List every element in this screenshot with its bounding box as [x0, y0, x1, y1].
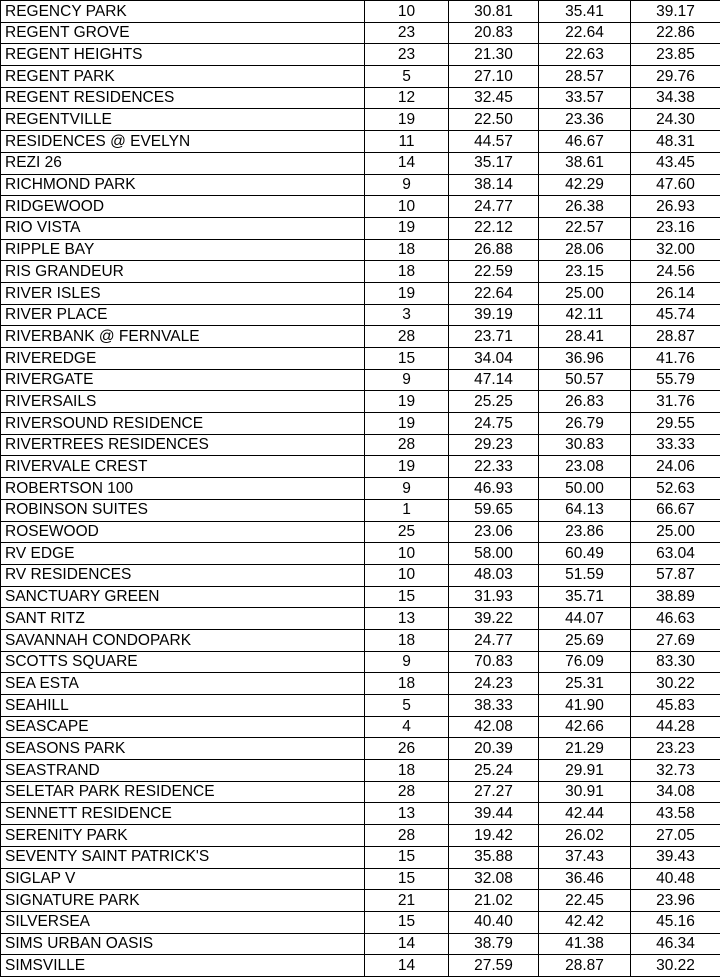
district-cell: 28	[365, 825, 449, 847]
table-row	[1, 196, 720, 218]
table-row	[1, 478, 720, 500]
value-1-cell: 21.30	[449, 44, 539, 66]
project-name-cell: REGENT PARK	[1, 66, 365, 88]
district-cell: 18	[365, 760, 449, 782]
value-1-cell: 46.93	[449, 478, 539, 500]
project-name-cell: SCOTTS SQUARE	[1, 651, 365, 673]
value-2-cell: 22.57	[539, 217, 631, 239]
district-cell: 5	[365, 695, 449, 717]
district-cell: 15	[365, 586, 449, 608]
value-2-cell: 36.96	[539, 348, 631, 370]
table-row	[1, 326, 720, 348]
value-2-cell: 26.38	[539, 196, 631, 218]
value-3-cell: 63.04	[631, 543, 720, 565]
value-1-cell: 38.79	[449, 933, 539, 955]
value-3-cell: 26.93	[631, 196, 720, 218]
district-cell: 4	[365, 716, 449, 738]
project-name-cell: SERENITY PARK	[1, 825, 365, 847]
value-3-cell: 48.31	[631, 131, 720, 153]
value-3-cell: 24.30	[631, 109, 720, 131]
project-name-cell: RESIDENCES @ EVELYN	[1, 131, 365, 153]
value-1-cell: 48.03	[449, 564, 539, 586]
project-name-cell: SANT RITZ	[1, 608, 365, 630]
table-row	[1, 738, 720, 760]
district-cell: 15	[365, 348, 449, 370]
district-cell: 21	[365, 890, 449, 912]
value-1-cell: 39.44	[449, 803, 539, 825]
district-cell: 15	[365, 846, 449, 868]
value-3-cell: 34.08	[631, 781, 720, 803]
table-row	[1, 1, 720, 23]
district-cell: 14	[365, 152, 449, 174]
value-2-cell: 38.61	[539, 152, 631, 174]
value-1-cell: 47.14	[449, 369, 539, 391]
value-3-cell: 44.28	[631, 716, 720, 738]
table-row	[1, 44, 720, 66]
table-row	[1, 131, 720, 153]
project-name-cell: ROBERTSON 100	[1, 478, 365, 500]
value-2-cell: 23.15	[539, 261, 631, 283]
district-cell: 18	[365, 673, 449, 695]
table-row	[1, 781, 720, 803]
value-2-cell: 42.66	[539, 716, 631, 738]
value-3-cell: 52.63	[631, 478, 720, 500]
value-3-cell: 66.67	[631, 499, 720, 521]
value-1-cell: 27.59	[449, 955, 539, 977]
value-2-cell: 37.43	[539, 846, 631, 868]
value-3-cell: 31.76	[631, 391, 720, 413]
table-row	[1, 955, 720, 977]
table-row	[1, 868, 720, 890]
district-cell: 14	[365, 955, 449, 977]
value-2-cell: 46.67	[539, 131, 631, 153]
value-3-cell: 57.87	[631, 564, 720, 586]
value-3-cell: 43.45	[631, 152, 720, 174]
value-2-cell: 30.83	[539, 434, 631, 456]
value-2-cell: 44.07	[539, 608, 631, 630]
value-2-cell: 51.59	[539, 564, 631, 586]
project-name-cell: SEASONS PARK	[1, 738, 365, 760]
district-cell: 23	[365, 44, 449, 66]
district-cell: 19	[365, 217, 449, 239]
project-name-cell: SEASCAPE	[1, 716, 365, 738]
table-row	[1, 651, 720, 673]
table-row	[1, 304, 720, 326]
project-name-cell: SEA ESTA	[1, 673, 365, 695]
value-2-cell: 50.00	[539, 478, 631, 500]
value-3-cell: 23.23	[631, 738, 720, 760]
value-3-cell: 46.34	[631, 933, 720, 955]
table-row	[1, 261, 720, 283]
value-1-cell: 22.12	[449, 217, 539, 239]
project-name-cell: RIVEREDGE	[1, 348, 365, 370]
project-name-cell: REGENT HEIGHTS	[1, 44, 365, 66]
value-3-cell: 34.38	[631, 87, 720, 109]
project-name-cell: RIVERSAILS	[1, 391, 365, 413]
value-1-cell: 30.81	[449, 1, 539, 23]
value-1-cell: 27.27	[449, 781, 539, 803]
project-name-cell: REZI 26	[1, 152, 365, 174]
project-name-cell: SAVANNAH CONDOPARK	[1, 629, 365, 651]
value-3-cell: 23.96	[631, 890, 720, 912]
value-1-cell: 39.22	[449, 608, 539, 630]
value-2-cell: 41.90	[539, 695, 631, 717]
district-cell: 19	[365, 391, 449, 413]
value-1-cell: 20.83	[449, 22, 539, 44]
project-name-cell: RIVER ISLES	[1, 282, 365, 304]
value-1-cell: 19.42	[449, 825, 539, 847]
value-1-cell: 25.25	[449, 391, 539, 413]
value-2-cell: 22.64	[539, 22, 631, 44]
project-name-cell: RIVER PLACE	[1, 304, 365, 326]
value-1-cell: 38.33	[449, 695, 539, 717]
district-cell: 18	[365, 261, 449, 283]
project-name-cell: SELETAR PARK RESIDENCE	[1, 781, 365, 803]
value-2-cell: 26.02	[539, 825, 631, 847]
project-name-cell: ROSEWOOD	[1, 521, 365, 543]
district-cell: 15	[365, 868, 449, 890]
district-cell: 18	[365, 629, 449, 651]
value-1-cell: 23.06	[449, 521, 539, 543]
table-row	[1, 564, 720, 586]
table-row	[1, 174, 720, 196]
value-1-cell: 44.57	[449, 131, 539, 153]
project-name-cell: RIVERTREES RESIDENCES	[1, 434, 365, 456]
project-name-cell: REGENTVILLE	[1, 109, 365, 131]
value-3-cell: 45.16	[631, 911, 720, 933]
value-2-cell: 36.46	[539, 868, 631, 890]
value-2-cell: 23.36	[539, 109, 631, 131]
table-row	[1, 695, 720, 717]
project-name-cell: RIO VISTA	[1, 217, 365, 239]
district-cell: 19	[365, 282, 449, 304]
district-cell: 25	[365, 521, 449, 543]
value-3-cell: 30.22	[631, 673, 720, 695]
value-2-cell: 26.83	[539, 391, 631, 413]
district-cell: 12	[365, 87, 449, 109]
value-1-cell: 58.00	[449, 543, 539, 565]
project-name-cell: RIPPLE BAY	[1, 239, 365, 261]
value-1-cell: 24.77	[449, 629, 539, 651]
value-3-cell: 32.73	[631, 760, 720, 782]
district-cell: 9	[365, 174, 449, 196]
value-1-cell: 42.08	[449, 716, 539, 738]
value-3-cell: 27.69	[631, 629, 720, 651]
table-row	[1, 911, 720, 933]
project-name-cell: REGENCY PARK	[1, 1, 365, 23]
value-1-cell: 24.23	[449, 673, 539, 695]
table-row	[1, 282, 720, 304]
value-2-cell: 42.29	[539, 174, 631, 196]
value-3-cell: 45.74	[631, 304, 720, 326]
value-3-cell: 45.83	[631, 695, 720, 717]
value-3-cell: 33.33	[631, 434, 720, 456]
district-cell: 28	[365, 326, 449, 348]
value-3-cell: 30.22	[631, 955, 720, 977]
value-2-cell: 22.45	[539, 890, 631, 912]
value-2-cell: 30.91	[539, 781, 631, 803]
district-cell: 18	[365, 239, 449, 261]
value-3-cell: 29.55	[631, 413, 720, 435]
value-1-cell: 22.50	[449, 109, 539, 131]
district-cell: 19	[365, 413, 449, 435]
district-cell: 9	[365, 369, 449, 391]
value-1-cell: 26.88	[449, 239, 539, 261]
project-name-cell: SEVENTY SAINT PATRICK'S	[1, 846, 365, 868]
project-name-cell: RV EDGE	[1, 543, 365, 565]
value-1-cell: 59.65	[449, 499, 539, 521]
table-row	[1, 673, 720, 695]
table-row	[1, 348, 720, 370]
district-cell: 9	[365, 478, 449, 500]
value-3-cell: 28.87	[631, 326, 720, 348]
value-2-cell: 42.11	[539, 304, 631, 326]
value-2-cell: 29.91	[539, 760, 631, 782]
value-3-cell: 26.14	[631, 282, 720, 304]
district-cell: 13	[365, 608, 449, 630]
district-cell: 19	[365, 109, 449, 131]
district-cell: 1	[365, 499, 449, 521]
value-1-cell: 34.04	[449, 348, 539, 370]
district-cell: 26	[365, 738, 449, 760]
project-name-cell: SIGNATURE PARK	[1, 890, 365, 912]
value-2-cell: 42.44	[539, 803, 631, 825]
value-1-cell: 24.77	[449, 196, 539, 218]
value-2-cell: 64.13	[539, 499, 631, 521]
project-name-cell: REGENT RESIDENCES	[1, 87, 365, 109]
value-3-cell: 32.00	[631, 239, 720, 261]
value-3-cell: 83.30	[631, 651, 720, 673]
value-2-cell: 26.79	[539, 413, 631, 435]
value-1-cell: 25.24	[449, 760, 539, 782]
district-cell: 3	[365, 304, 449, 326]
value-2-cell: 28.57	[539, 66, 631, 88]
table-row	[1, 608, 720, 630]
district-cell: 28	[365, 781, 449, 803]
value-3-cell: 24.06	[631, 456, 720, 478]
district-cell: 23	[365, 22, 449, 44]
district-cell: 10	[365, 196, 449, 218]
project-name-cell: SEAHILL	[1, 695, 365, 717]
value-2-cell: 25.00	[539, 282, 631, 304]
table-row	[1, 66, 720, 88]
table-row	[1, 456, 720, 478]
value-1-cell: 40.40	[449, 911, 539, 933]
value-2-cell: 28.87	[539, 955, 631, 977]
project-name-cell: RIVERVALE CREST	[1, 456, 365, 478]
project-name-cell: RIS GRANDEUR	[1, 261, 365, 283]
project-name-cell: SEASTRAND	[1, 760, 365, 782]
value-2-cell: 35.41	[539, 1, 631, 23]
value-3-cell: 27.05	[631, 825, 720, 847]
value-2-cell: 41.38	[539, 933, 631, 955]
value-3-cell: 38.89	[631, 586, 720, 608]
value-3-cell: 55.79	[631, 369, 720, 391]
value-2-cell: 33.57	[539, 87, 631, 109]
value-2-cell: 28.06	[539, 239, 631, 261]
project-name-cell: SIMS URBAN OASIS	[1, 933, 365, 955]
project-name-cell: RICHMOND PARK	[1, 174, 365, 196]
table-row	[1, 825, 720, 847]
value-3-cell: 29.76	[631, 66, 720, 88]
table-row	[1, 152, 720, 174]
table-row	[1, 434, 720, 456]
value-2-cell: 42.42	[539, 911, 631, 933]
district-cell: 10	[365, 564, 449, 586]
table-body	[1, 1, 720, 977]
table-row	[1, 629, 720, 651]
value-1-cell: 23.71	[449, 326, 539, 348]
table-row	[1, 760, 720, 782]
table-row	[1, 22, 720, 44]
value-1-cell: 31.93	[449, 586, 539, 608]
value-2-cell: 35.71	[539, 586, 631, 608]
value-1-cell: 21.02	[449, 890, 539, 912]
value-1-cell: 22.33	[449, 456, 539, 478]
table-row	[1, 846, 720, 868]
project-name-cell: RIVERGATE	[1, 369, 365, 391]
value-3-cell: 23.85	[631, 44, 720, 66]
district-cell: 11	[365, 131, 449, 153]
project-name-cell: RV RESIDENCES	[1, 564, 365, 586]
value-3-cell: 43.58	[631, 803, 720, 825]
district-cell: 15	[365, 911, 449, 933]
table-row	[1, 803, 720, 825]
value-1-cell: 20.39	[449, 738, 539, 760]
value-1-cell: 70.83	[449, 651, 539, 673]
value-1-cell: 29.23	[449, 434, 539, 456]
value-3-cell: 39.17	[631, 1, 720, 23]
value-3-cell: 40.48	[631, 868, 720, 890]
project-name-cell: ROBINSON SUITES	[1, 499, 365, 521]
value-2-cell: 25.69	[539, 629, 631, 651]
value-2-cell: 76.09	[539, 651, 631, 673]
table-row	[1, 890, 720, 912]
district-cell: 5	[365, 66, 449, 88]
value-3-cell: 39.43	[631, 846, 720, 868]
project-name-cell: REGENT GROVE	[1, 22, 365, 44]
district-cell: 10	[365, 543, 449, 565]
value-1-cell: 22.64	[449, 282, 539, 304]
value-1-cell: 24.75	[449, 413, 539, 435]
table-row	[1, 543, 720, 565]
value-2-cell: 23.08	[539, 456, 631, 478]
table-row	[1, 87, 720, 109]
value-2-cell: 23.86	[539, 521, 631, 543]
value-2-cell: 25.31	[539, 673, 631, 695]
project-name-cell: RIDGEWOOD	[1, 196, 365, 218]
value-3-cell: 47.60	[631, 174, 720, 196]
project-name-cell: SIMSVILLE	[1, 955, 365, 977]
value-1-cell: 27.10	[449, 66, 539, 88]
value-1-cell: 32.08	[449, 868, 539, 890]
project-name-cell: RIVERBANK @ FERNVALE	[1, 326, 365, 348]
district-cell: 10	[365, 1, 449, 23]
value-2-cell: 60.49	[539, 543, 631, 565]
value-3-cell: 25.00	[631, 521, 720, 543]
district-cell: 9	[365, 651, 449, 673]
value-1-cell: 32.45	[449, 87, 539, 109]
project-name-cell: SANCTUARY GREEN	[1, 586, 365, 608]
table-row	[1, 369, 720, 391]
value-1-cell: 39.19	[449, 304, 539, 326]
project-name-cell: RIVERSOUND RESIDENCE	[1, 413, 365, 435]
value-3-cell: 41.76	[631, 348, 720, 370]
project-name-cell: SENNETT RESIDENCE	[1, 803, 365, 825]
table-row	[1, 933, 720, 955]
table-row	[1, 391, 720, 413]
district-cell: 14	[365, 933, 449, 955]
value-1-cell: 35.17	[449, 152, 539, 174]
value-3-cell: 22.86	[631, 22, 720, 44]
table-row	[1, 109, 720, 131]
district-cell: 19	[365, 456, 449, 478]
value-2-cell: 22.63	[539, 44, 631, 66]
project-name-cell: SIGLAP V	[1, 868, 365, 890]
value-2-cell: 50.57	[539, 369, 631, 391]
project-name-cell: SILVERSEA	[1, 911, 365, 933]
table-row	[1, 239, 720, 261]
value-3-cell: 23.16	[631, 217, 720, 239]
value-2-cell: 21.29	[539, 738, 631, 760]
district-cell: 13	[365, 803, 449, 825]
table-row	[1, 521, 720, 543]
table-row	[1, 413, 720, 435]
table-row	[1, 499, 720, 521]
value-3-cell: 46.63	[631, 608, 720, 630]
table-row	[1, 217, 720, 239]
district-cell: 28	[365, 434, 449, 456]
table-row	[1, 586, 720, 608]
value-1-cell: 22.59	[449, 261, 539, 283]
value-2-cell: 28.41	[539, 326, 631, 348]
value-1-cell: 38.14	[449, 174, 539, 196]
value-3-cell: 24.56	[631, 261, 720, 283]
table-row	[1, 716, 720, 738]
value-1-cell: 35.88	[449, 846, 539, 868]
